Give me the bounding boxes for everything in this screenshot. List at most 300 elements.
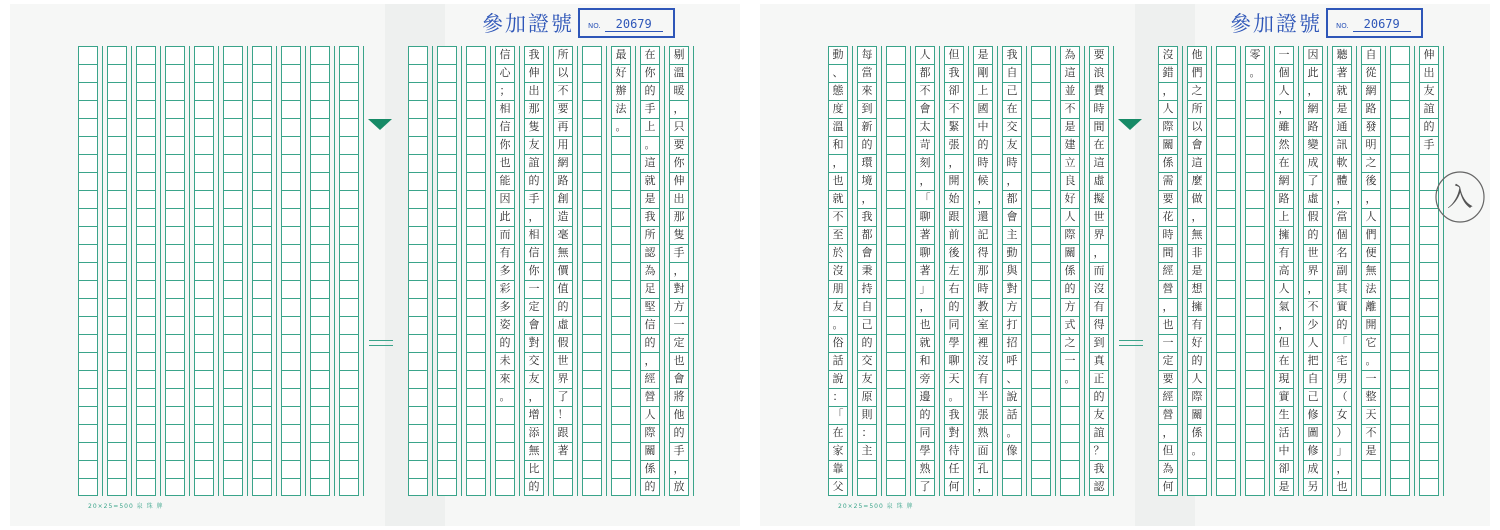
manuscript-char: 招 [1006,336,1018,349]
manuscript-column [973,46,993,496]
grid-rule [160,46,161,496]
manuscript-char: 想 [1191,282,1203,295]
grid-rule [852,46,853,496]
manuscript-char: 天 [948,372,960,385]
manuscript-char: 境 [861,174,873,187]
manuscript-char: 個 [1278,66,1290,79]
manuscript-char: 出 [1423,66,1435,79]
manuscript-char: 不 [1307,300,1319,313]
manuscript-char: 上 [644,120,656,133]
manuscript-char: 環 [861,156,873,169]
manuscript-char: ， [1365,192,1377,205]
manuscript-char: 是 [977,48,989,61]
manuscript-char: 要 [1162,372,1174,385]
manuscript-char: 辦 [615,84,627,97]
manuscript-char: 一 [1064,354,1076,367]
manuscript-char: 此 [1307,66,1319,79]
right-sheet [760,4,1490,526]
manuscript-char: 之 [1365,156,1377,169]
manuscript-char: 誼 [1093,426,1105,439]
manuscript-char: 係 [1191,426,1203,439]
grid-rule [1269,46,1270,496]
manuscript-char: 方 [1064,300,1076,313]
manuscript-char: 要 [1162,192,1174,205]
manuscript-char: 做 [1191,192,1203,205]
manuscript-char: 時 [1093,102,1105,115]
manuscript-char: 是 [1191,264,1203,277]
manuscript-char: 的 [499,336,511,349]
manuscript-char: 關 [1064,246,1076,259]
manuscript-char: 創 [557,192,569,205]
manuscript-char: 誼 [528,156,540,169]
manuscript-char: 的 [1307,228,1319,241]
manuscript-char: 錯 [1162,66,1174,79]
manuscript-column [1332,46,1352,496]
manuscript-char: ， [1307,84,1319,97]
manuscript-char: 中 [977,120,989,133]
manuscript-char: 說 [832,372,844,385]
manuscript-char: 交 [1006,120,1018,133]
manuscript-char: 苛 [919,138,931,151]
manuscript-char: 。 [1064,372,1076,385]
manuscript-char: ， [977,192,989,205]
manuscript-char: 的 [1093,390,1105,403]
manuscript-char: 彩 [499,282,511,295]
manuscript-char: 有 [499,246,511,259]
manuscript-char: 裡 [977,336,989,349]
manuscript-char: 會 [528,318,540,331]
grid-rule [102,46,103,496]
grid-column [437,46,457,496]
manuscript-char: 面 [977,444,989,457]
grid-column [408,46,428,496]
manuscript-char: 的 [528,174,540,187]
manuscript-char: 足 [644,282,656,295]
grid-column [1031,46,1051,496]
manuscript-char: 己 [1307,390,1319,403]
manuscript-column [1245,46,1265,82]
manuscript-char: 雖 [1278,120,1290,133]
manuscript-char: 信 [528,246,540,259]
manuscript-char: 通 [1336,120,1348,133]
manuscript-column [669,46,689,496]
manuscript-char: 熟 [919,462,931,475]
manuscript-char: 著 [919,228,931,241]
manuscript-char: 毫 [557,228,569,241]
manuscript-char: 在 [1278,354,1290,367]
manuscript-char: 了 [919,480,931,493]
manuscript-char: 也 [673,354,685,367]
manuscript-char: 出 [528,84,540,97]
manuscript-char: 都 [1006,192,1018,205]
manuscript-char: 交 [861,354,873,367]
manuscript-char: 不 [919,84,931,97]
manuscript-char: 多 [499,264,511,277]
manuscript-char: 此 [499,210,511,223]
manuscript-char: 女 [1336,408,1348,421]
manuscript-char: 時 [1006,156,1018,169]
center-marker-icon [1118,119,1142,130]
manuscript-char: 好 [1064,192,1076,205]
manuscript-char: 關 [644,444,656,457]
manuscript-char: 聽 [1336,48,1348,61]
manuscript-char: 有 [1191,318,1203,331]
manuscript-char: ， [919,174,931,187]
manuscript-char: 世 [1093,210,1105,223]
manuscript-char: 自 [861,300,873,313]
manuscript-char: 成 [1307,462,1319,475]
manuscript-char: ， [948,156,960,169]
manuscript-char: 時 [1162,228,1174,241]
manuscript-char: 這 [1093,156,1105,169]
manuscript-char: 和 [832,138,844,151]
manuscript-char: 生 [1278,408,1290,421]
manuscript-char: 溫 [832,120,844,133]
manuscript-char: 比 [528,462,540,475]
manuscript-char: 候 [977,174,989,187]
manuscript-char: 這 [1064,66,1076,79]
manuscript-char: 營 [1162,408,1174,421]
manuscript-char: 網 [1278,174,1290,187]
manuscript-char: ！ [557,408,569,421]
manuscript-char: 個 [1336,228,1348,241]
manuscript-char: 始 [948,192,960,205]
grid-rule [664,46,665,496]
manuscript-char: 因 [499,192,511,205]
grid-rule [1443,46,1444,496]
grid-rule [910,46,911,496]
manuscript-char: 需 [1162,174,1174,187]
grid-rule [1026,46,1027,496]
manuscript-char: 高 [1278,264,1290,277]
manuscript-char: 世 [1307,246,1319,259]
manuscript-char: 動 [832,48,844,61]
manuscript-column [1187,46,1207,460]
manuscript-char: 網 [1365,84,1377,97]
manuscript-char: 虛 [1307,192,1319,205]
manuscript-char: 友 [1006,138,1018,151]
manuscript-char: 家 [832,444,844,457]
manuscript-char: 一 [1162,336,1174,349]
manuscript-char: 「 [1336,336,1348,349]
manuscript-char: 修 [1307,408,1319,421]
manuscript-char: 我 [948,66,960,79]
manuscript-char: 另 [1307,480,1319,493]
manuscript-char: 的 [673,426,685,439]
manuscript-char: 無 [557,246,569,259]
center-marker-icon [368,119,392,130]
manuscript-char: 經 [644,372,656,385]
manuscript-char: 零 [1249,48,1261,61]
manuscript-char: 誼 [1423,102,1435,115]
manuscript-char: 、 [1006,372,1018,385]
manuscript-char: 會 [919,102,931,115]
manuscript-char: 於 [832,246,844,259]
manuscript-grid [828,46,1448,496]
manuscript-char: 對 [528,336,540,349]
manuscript-char: 們 [1191,66,1203,79]
manuscript-char: 不 [1365,426,1377,439]
manuscript-char: 但 [948,48,960,61]
manuscript-char: 中 [1278,444,1290,457]
manuscript-char: 所 [644,228,656,241]
manuscript-char: 定 [1162,354,1174,367]
manuscript-char: 學 [919,444,931,457]
manuscript-char: 無 [1191,228,1203,241]
manuscript-char: 對 [673,282,685,295]
manuscript-char: 會 [673,372,685,385]
manuscript-char: 的 [861,138,873,151]
manuscript-char: 到 [861,102,873,115]
manuscript-char: 定 [673,336,685,349]
manuscript-char: 手 [673,246,685,259]
manuscript-char: 當 [1336,210,1348,223]
manuscript-char: 然 [1278,138,1290,151]
grid-rule [1414,46,1415,496]
manuscript-char: 少 [1307,318,1319,331]
manuscript-char: 這 [1191,156,1203,169]
manuscript-char: 話 [1006,408,1018,421]
manuscript-char: 男 [1336,372,1348,385]
grid-column [1216,46,1236,496]
manuscript-char: 世 [557,354,569,367]
manuscript-char: 在 [644,48,656,61]
manuscript-char: 人 [1162,102,1174,115]
manuscript-char: 我 [948,408,960,421]
fold-lines [1119,340,1143,346]
manuscript-char: 虛 [1093,174,1105,187]
manuscript-char: 以 [557,66,569,79]
grid-column [78,46,98,496]
grid-rule [1298,46,1299,496]
manuscript-char: 網 [557,156,569,169]
manuscript-char: 宅 [1336,354,1348,367]
stamp-title: 參加證號 [1230,12,1322,36]
manuscript-char: 卻 [948,84,960,97]
entry-number-value: 20679 [1353,17,1411,32]
manuscript-char: ， [528,210,540,223]
manuscript-char: 自 [1006,66,1018,79]
manuscript-char: 為 [1064,48,1076,61]
manuscript-char: 剛 [977,66,989,79]
grid-rule [1182,46,1183,496]
manuscript-char: 伸 [1423,48,1435,61]
manuscript-char: 信 [499,120,511,133]
manuscript-char: 一 [528,282,540,295]
manuscript-char: 的 [644,336,656,349]
manuscript-char: 有 [1093,300,1105,313]
manuscript-char: 是 [1278,480,1290,493]
manuscript-char: 際 [1191,390,1203,403]
entry-number-stamp [1230,7,1423,39]
manuscript-char: 那 [977,264,989,277]
manuscript-char: 靠 [832,462,844,475]
manuscript-char: 了 [557,390,569,403]
manuscript-char: ， [1162,300,1174,313]
manuscript-char: 都 [861,228,873,241]
manuscript-char: 我 [528,48,540,61]
manuscript-char: 都 [919,66,931,79]
manuscript-char: 時 [977,156,989,169]
manuscript-char: 你 [644,66,656,79]
grid-column [1245,46,1265,496]
grid-column [194,46,214,496]
manuscript-char: ， [977,480,989,493]
manuscript-char: 像 [1006,444,1018,457]
left-sheet [10,4,740,526]
manuscript-char: 記 [977,228,989,241]
manuscript-char: 路 [1365,102,1377,115]
grid-rule [968,46,969,496]
manuscript-column [857,46,877,460]
manuscript-char: ， [1336,192,1348,205]
manuscript-char: ） [1336,426,1348,439]
manuscript-char: 發 [1365,120,1377,133]
manuscript-char: 一 [673,318,685,331]
manuscript-char: 人 [1278,84,1290,97]
manuscript-char: 他 [1191,48,1203,61]
manuscript-char: 造 [557,210,569,223]
manuscript-char: ， [673,462,685,475]
manuscript-char: 聊 [919,210,931,223]
grid-column [339,46,359,496]
entry-number-box [1326,8,1423,38]
manuscript-char: 因 [1307,48,1319,61]
manuscript-char: 要 [557,102,569,115]
manuscript-char: 網 [1307,102,1319,115]
manuscript-char: 能 [499,174,511,187]
manuscript-char: 後 [948,246,960,259]
manuscript-char: 自 [1365,48,1377,61]
manuscript-char: 剔 [673,48,685,61]
manuscript-char: 友 [1423,84,1435,97]
manuscript-char: 邊 [919,390,931,403]
grid-rule [519,46,520,496]
manuscript-char: 張 [948,138,960,151]
manuscript-char: 為 [1162,462,1174,475]
manuscript-char: 體 [1336,174,1348,187]
manuscript-char: 法 [615,102,627,115]
manuscript-char: ， [832,156,844,169]
manuscript-char: ， [1093,246,1105,259]
manuscript-char: 立 [1064,156,1076,169]
manuscript-column [1089,46,1109,496]
manuscript-char: 實 [1336,300,1348,313]
manuscript-char: 我 [644,210,656,223]
manuscript-char: ， [528,390,540,403]
manuscript-char: 但 [1162,444,1174,457]
grid-rule [218,46,219,496]
manuscript-char: 。 [948,390,960,403]
manuscript-char: 就 [919,336,931,349]
manuscript-char: 在 [1093,138,1105,151]
grid-rule [939,46,940,496]
grid-rule [1356,46,1357,496]
manuscript-char: 友 [1093,408,1105,421]
manuscript-char: 離 [1365,300,1377,313]
grid-rule [1055,46,1056,496]
manuscript-char: 友 [861,372,873,385]
manuscript-char: 信 [499,48,511,61]
manuscript-char: 界 [1307,264,1319,277]
manuscript-char: 國 [977,102,989,115]
manuscript-char: 路 [557,174,569,187]
manuscript-char: 未 [499,354,511,367]
manuscript-char: 自 [1307,372,1319,385]
manuscript-char: 秉 [861,264,873,277]
manuscript-char: 新 [861,120,873,133]
manuscript-char: 方 [673,300,685,313]
manuscript-char: 那 [673,210,685,223]
manuscript-char: 手 [673,444,685,457]
manuscript-char: ， [1191,210,1203,223]
manuscript-char: 會 [861,246,873,259]
manuscript-char: 但 [1278,336,1290,349]
entry-number-value: 20679 [605,17,663,32]
manuscript-char: 間 [1162,246,1174,259]
manuscript-char: 也 [919,318,931,331]
manuscript-char: ， [1162,84,1174,97]
manuscript-char: 也 [499,156,511,169]
manuscript-char: 修 [1307,444,1319,457]
manuscript-char: 會 [1191,138,1203,151]
manuscript-char: 關 [1191,408,1203,421]
manuscript-char: 持 [861,282,873,295]
manuscript-char: 手 [644,102,656,115]
manuscript-char: 跟 [948,210,960,223]
manuscript-char: 隻 [673,228,685,241]
manuscript-char: 人 [1307,336,1319,349]
manuscript-char: 方 [1006,300,1018,313]
manuscript-char: 際 [1064,228,1076,241]
manuscript-char: 還 [977,210,989,223]
manuscript-char: 暖 [673,84,685,97]
manuscript-char: 相 [528,228,540,241]
manuscript-char: ， [1307,282,1319,295]
manuscript-char: ？ [1093,444,1105,457]
manuscript-char: 麼 [1191,174,1203,187]
manuscript-char: 原 [861,390,873,403]
manuscript-char: 增 [528,408,540,421]
manuscript-char: 所 [1191,102,1203,115]
manuscript-char: 你 [499,138,511,151]
manuscript-char: 界 [1093,228,1105,241]
manuscript-char: 關 [1162,138,1174,151]
manuscript-char: 呼 [1006,354,1018,367]
grid-rule [461,46,462,496]
grid-rule [1327,46,1328,496]
grid-rule [1240,46,1241,496]
manuscript-char: 伸 [528,66,540,79]
manuscript-char: 友 [528,372,540,385]
manuscript-char: 人 [919,48,931,61]
manuscript-char: 手 [528,192,540,205]
grid-rule [635,46,636,496]
manuscript-char: 也 [1162,318,1174,331]
manuscript-char: 對 [1006,282,1018,295]
manuscript-char: 著 [919,264,931,277]
manuscript-char: 同 [948,318,960,331]
manuscript-char: 對 [948,426,960,439]
manuscript-char: 營 [644,390,656,403]
manuscript-char: 營 [1162,282,1174,295]
manuscript-char: 其 [1336,282,1348,295]
manuscript-char: 、 [832,66,844,79]
manuscript-char: ， [919,300,931,313]
grid-rule [490,46,491,496]
manuscript-char: 良 [1064,174,1076,187]
manuscript-char: 朋 [832,282,844,295]
